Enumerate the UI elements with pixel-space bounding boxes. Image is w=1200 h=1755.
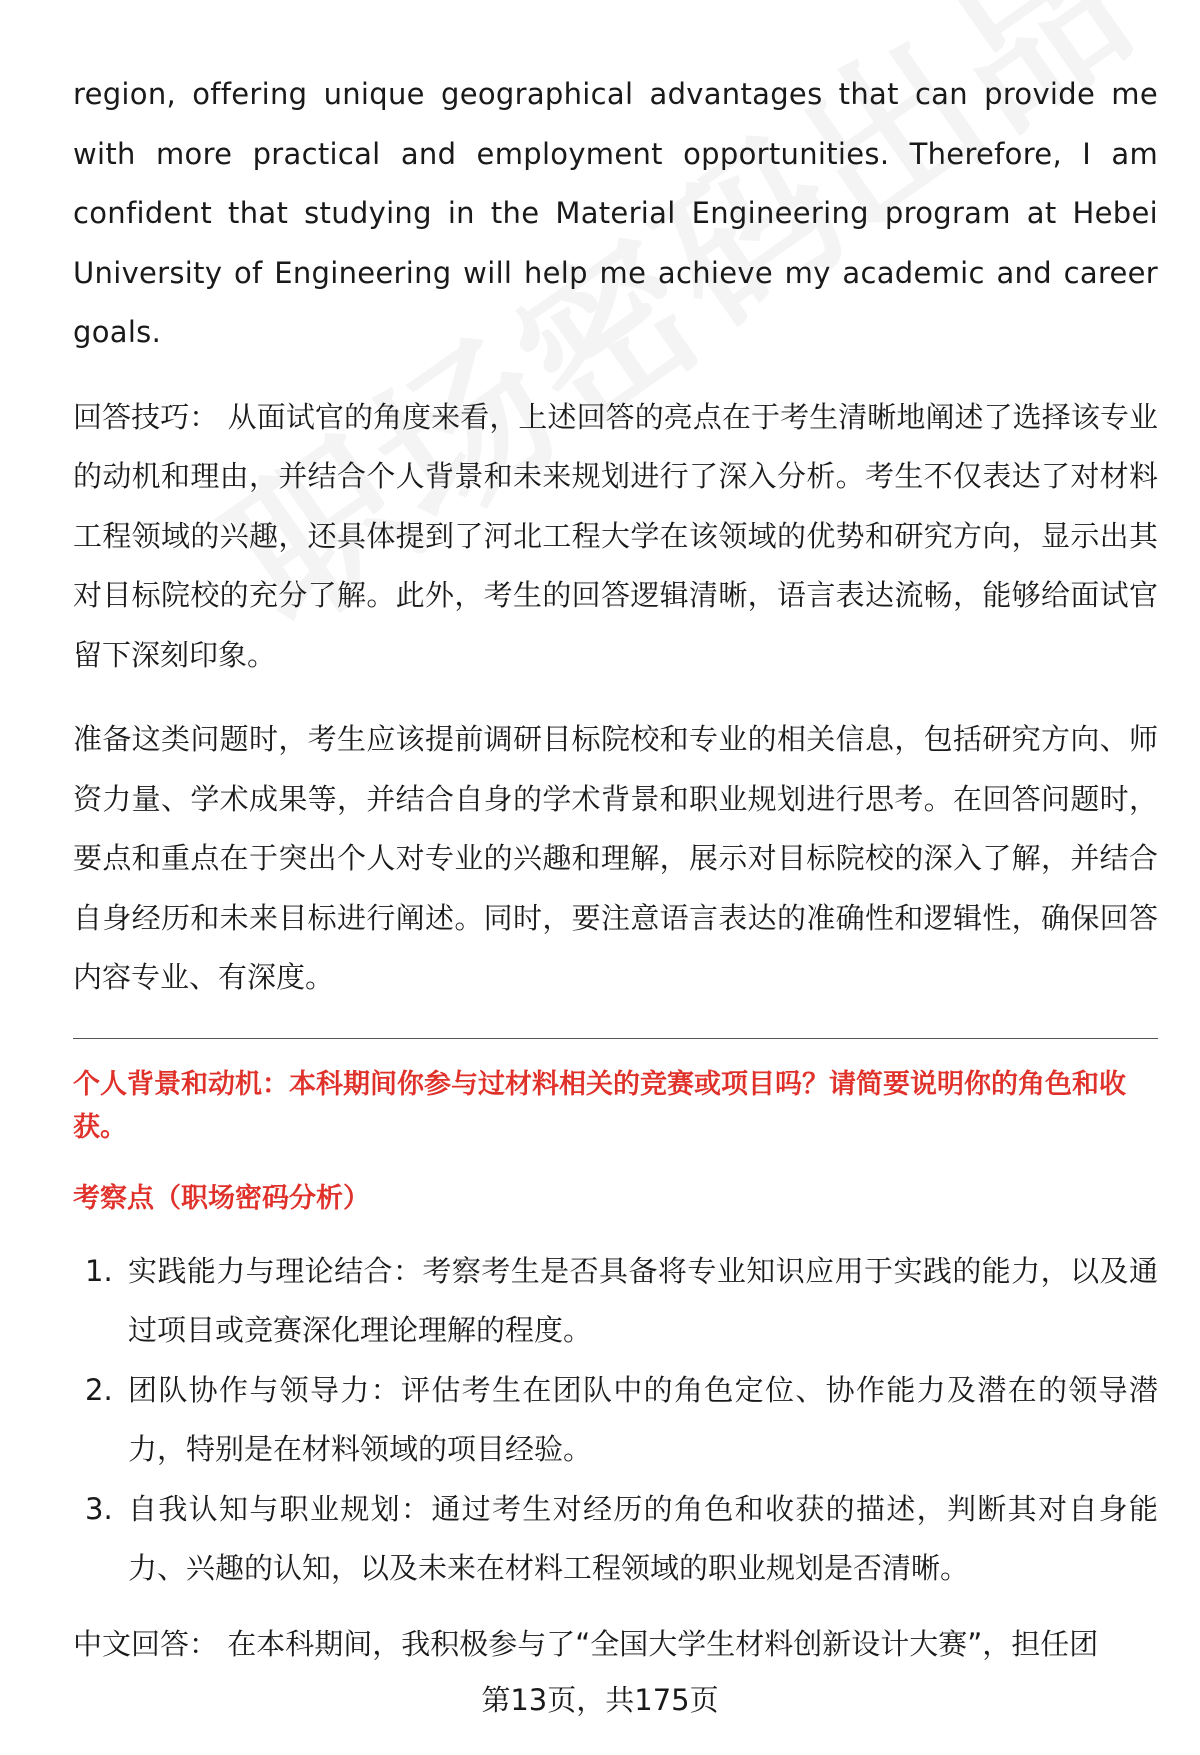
- chinese-answer-paragraph: 中文回答： 在本科期间，我积极参与了“全国大学生材料创新设计大赛”，担任团: [73, 1626, 1099, 1661]
- list-item-text: 团队协作与领导力：评估考生在团队中的角色定位、协作能力及潜在的领导潜力，特别是在材料领域的项目经验。: [128, 1372, 1158, 1466]
- list-item: [73, 1242, 1158, 1361]
- assessment-points-list: [73, 1242, 1158, 1599]
- page-number-footer: 第13页，共175页: [481, 1683, 719, 1717]
- question-heading: 个人背景和动机：本科期间你参与过材料相关的竞赛或项目吗？请简要说明你的角色和收获。: [73, 1068, 1126, 1143]
- list-item-text: 实践能力与理论结合：考察考生是否具备将专业知识应用于实践的能力，以及通过项目或竞赛深化理论理解的程度。: [128, 1253, 1158, 1347]
- preparation-advice-paragraph: 准备这类问题时，考生应该提前调研目标院校和专业的相关信息，包括研究方向、师资力量、学术成果等，并结合自身的学术背景和职业规划进行思考。在回答问题时，要点和重点在于突出个人对专业的兴趣和理解，展示对目标院校的深入了解，并结合自身经历和未来目标进行阐述。同时，要注意语言表达的准确性和逻辑性，确保回答内容专业、有深度。: [73, 722, 1158, 994]
- english-answer-paragraph: region, offering unique geographical advantages that can provide me with more practical and employment opportunities. Therefore, I am confident that studying in the Material Engineering program at Hebei University of Engineering will help me achieve my academic and career goals.: [73, 77, 1158, 349]
- section-divider: [73, 1038, 1158, 1039]
- list-item: [73, 1480, 1158, 1599]
- list-item-text: 自我认知与职业规划：通过考生对经历的角色和收获的描述，判断其对自身能力、兴趣的认知，以及未来在材料工程领域的职业规划是否清晰。: [128, 1491, 1158, 1585]
- list-item: [73, 1361, 1158, 1480]
- list-item-number: 2.: [85, 1372, 113, 1407]
- list-item-number: 3.: [85, 1491, 113, 1526]
- answer-tips-paragraph: 回答技巧： 从面试官的角度来看，上述回答的亮点在于考生清晰地阐述了选择该专业的动机和理由，并结合个人背景和未来规划进行了深入分析。考生不仅表达了对材料工程领域的兴趣，还具体提到了河北工程大学在该领域的优势和研究方向，显示出其对目标院校的充分了解。此外，考生的回答逻辑清晰，语言表达流畅，能够给面试官留下深刻印象。: [73, 399, 1158, 672]
- assessment-points-heading: 考察点（职场密码分析）: [73, 1182, 370, 1214]
- page-content: [73, 65, 1158, 1674]
- list-item-number: 1.: [85, 1253, 113, 1288]
